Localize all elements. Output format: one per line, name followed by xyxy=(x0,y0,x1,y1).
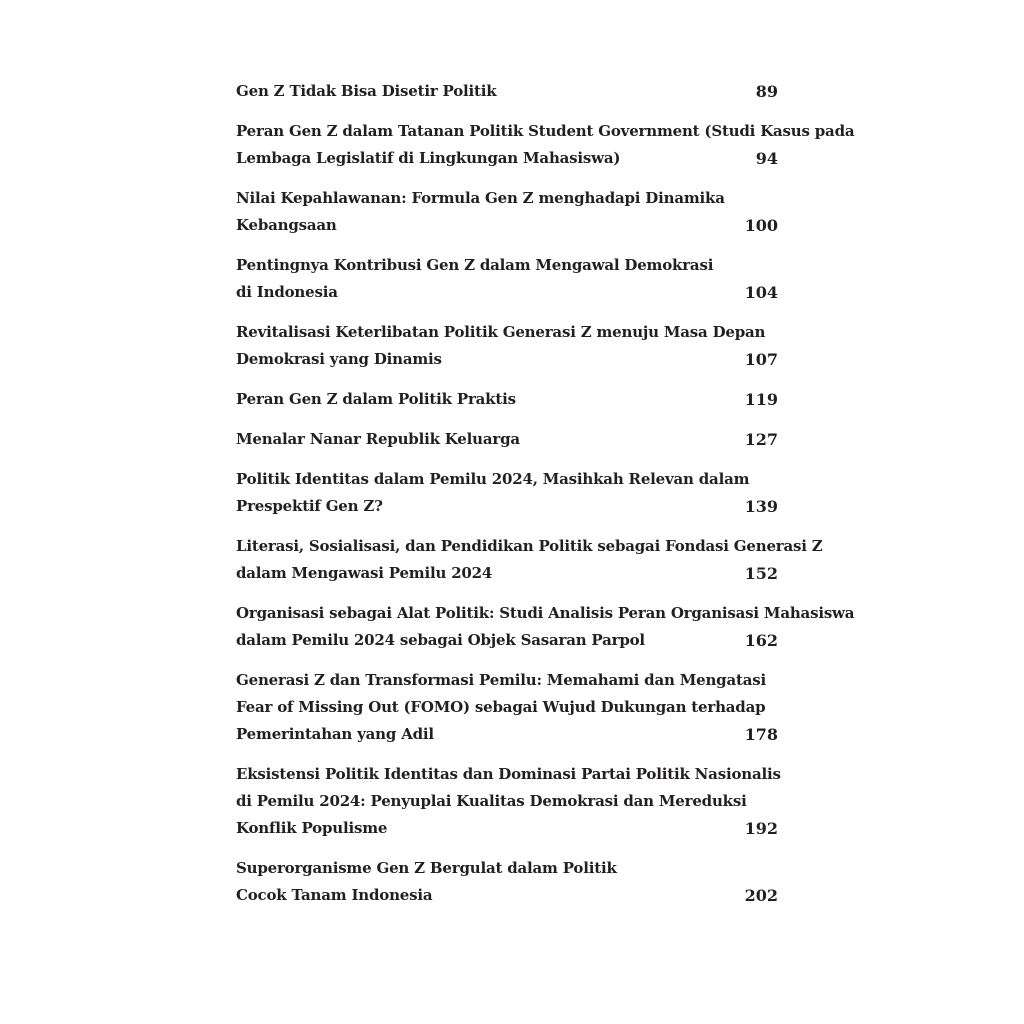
toc-entry-line: di Indonesia xyxy=(236,283,338,301)
toc-entry-page: 178 xyxy=(744,725,778,744)
toc-entry-page: 127 xyxy=(744,430,778,449)
toc-entry-line: Demokrasi yang Dinamis xyxy=(236,350,442,368)
toc-entry[interactable] xyxy=(236,533,823,587)
toc-entry-line: Konflik Populisme xyxy=(236,819,388,837)
toc-entry[interactable] xyxy=(236,386,778,413)
toc-entry[interactable] xyxy=(236,118,855,172)
toc-entry-title xyxy=(236,466,750,520)
toc-entry[interactable] xyxy=(236,855,778,909)
toc-entry-line: Lembaga Legislatif di Lingkungan Mahasiswa) xyxy=(236,149,621,167)
toc-entry[interactable] xyxy=(236,761,781,842)
table-of-contents xyxy=(236,78,855,922)
toc-entry-title xyxy=(236,252,736,306)
toc-entry-line: Pentingnya Kontribusi Gen Z dalam Mengawal Demokrasi xyxy=(236,256,714,274)
toc-entry-line: Menalar Nanar Republik Keluarga xyxy=(236,430,520,448)
toc-entry-line: Kebangsaan xyxy=(236,216,337,234)
toc-entry-page: 104 xyxy=(744,283,778,302)
toc-entry-line: Politik Identitas dalam Pemilu 2024, Masihkah Relevan dalam xyxy=(236,470,750,488)
toc-entry-line: di Pemilu 2024: Penyuplai Kualitas Demokrasi dan Mereduksi xyxy=(236,792,747,810)
toc-entry-page: 162 xyxy=(744,631,778,650)
toc-entry-title xyxy=(236,386,736,413)
toc-entry-line: Literasi, Sosialisasi, dan Pendidikan Politik sebagai Fondasi Generasi Z xyxy=(236,537,823,555)
toc-entry[interactable] xyxy=(236,319,778,373)
toc-entry-line: Cocok Tanam Indonesia xyxy=(236,886,433,904)
toc-entry[interactable] xyxy=(236,252,778,306)
toc-entry-line: dalam Mengawasi Pemilu 2024 xyxy=(236,564,493,582)
toc-entry-page: 192 xyxy=(744,819,778,838)
toc-entry-line: Peran Gen Z dalam Politik Praktis xyxy=(236,390,516,408)
toc-entry-title xyxy=(236,185,736,239)
toc-entry[interactable] xyxy=(236,185,778,239)
toc-entry-line: Revitalisasi Keterlibatan Politik Generasi Z menuju Masa Depan xyxy=(236,323,766,341)
toc-entry[interactable] xyxy=(236,466,778,520)
toc-entry-line: Pemerintahan yang Adil xyxy=(236,725,434,743)
toc-entry-page: 100 xyxy=(744,216,778,235)
toc-entry-page: 139 xyxy=(744,497,778,516)
toc-entry[interactable] xyxy=(236,600,855,654)
toc-entry-line: Superorganisme Gen Z Bergulat dalam Politik xyxy=(236,859,617,877)
toc-entry-page: 94 xyxy=(755,149,778,168)
toc-entry-line: Peran Gen Z dalam Tatanan Politik Student Government (Studi Kasus pada xyxy=(236,122,855,140)
toc-entry-line: Prespektif Gen Z? xyxy=(236,497,383,515)
toc-entry[interactable] xyxy=(236,78,778,105)
toc-entry-line: Generasi Z dan Transformasi Pemilu: Memahami dan Mengatasi xyxy=(236,671,766,689)
toc-entry-page: 119 xyxy=(744,390,778,409)
toc-entry-line: Organisasi sebagai Alat Politik: Studi Analisis Peran Organisasi Mahasiswa xyxy=(236,604,855,622)
toc-entry[interactable] xyxy=(236,426,778,453)
toc-entry-page: 152 xyxy=(744,564,778,583)
toc-entry[interactable] xyxy=(236,667,778,748)
toc-entry-page: 107 xyxy=(744,350,778,369)
toc-entry-title xyxy=(236,78,736,105)
toc-entry-line: Nilai Kepahlawanan: Formula Gen Z menghadapi Dinamika xyxy=(236,189,725,207)
toc-entry-page: 202 xyxy=(744,886,778,905)
toc-entry-line: Fear of Missing Out (FOMO) sebagai Wujud Dukungan terhadap xyxy=(236,698,766,716)
toc-entry-page: 89 xyxy=(755,82,778,101)
toc-entry-title xyxy=(236,855,736,909)
toc-entry-line: Gen Z Tidak Bisa Disetir Politik xyxy=(236,82,497,100)
toc-entry-line: Eksistensi Politik Identitas dan Dominasi Partai Politik Nasionalis xyxy=(236,765,781,783)
toc-entry-title xyxy=(236,426,736,453)
toc-entry-line: dalam Pemilu 2024 sebagai Objek Sasaran Parpol xyxy=(236,631,645,649)
